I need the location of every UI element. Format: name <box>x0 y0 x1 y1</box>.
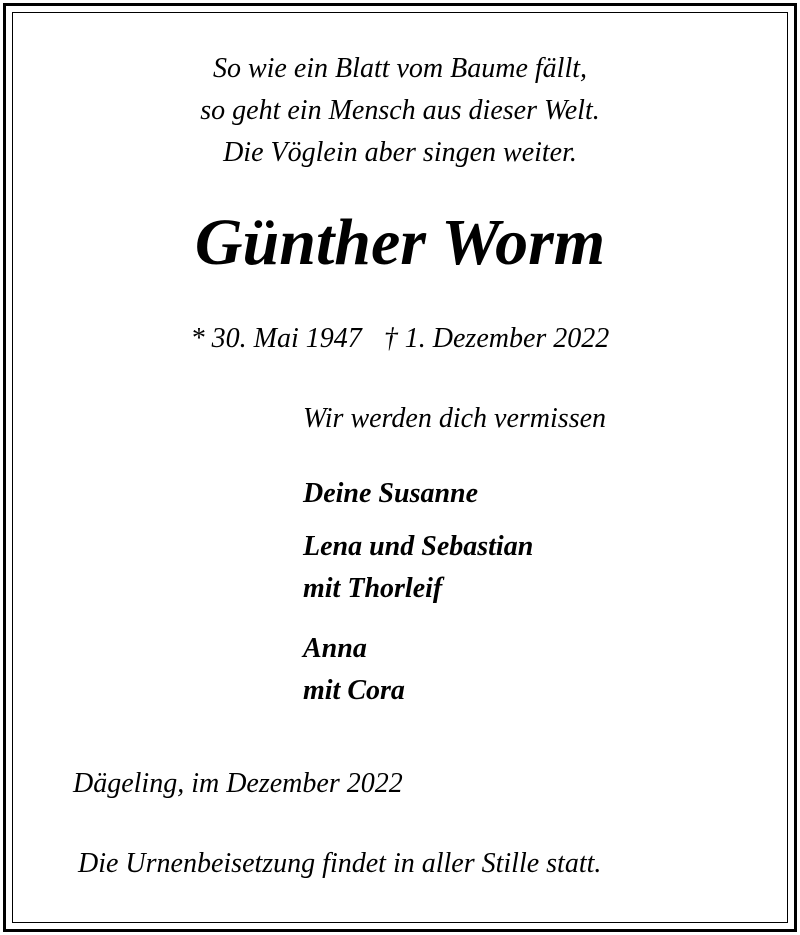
verse-line-2: so geht ein Mensch aus dieser Welt. <box>200 95 600 126</box>
burial-notice: Die Urnenbeisetzung findet in aller Stille statt. <box>78 848 602 879</box>
deceased-name: Günther Worm <box>194 206 606 279</box>
mourner-thorleif: mit Thorleif <box>303 573 443 604</box>
mourner-susanne: Deine Susanne <box>303 478 479 509</box>
life-dates <box>0 325 800 353</box>
birth-date: * 30. Mai 1947 <box>190 323 362 354</box>
death-date: † 1. Dezember 2022 <box>383 323 610 354</box>
mourner-cora: mit Cora <box>303 675 405 706</box>
mourner-lena-sebastian: Lena und Sebastian <box>303 531 534 562</box>
mourner-anna: Anna <box>303 633 367 664</box>
verse-line-1: So wie ein Blatt vom Baume fällt, <box>212 53 588 84</box>
verse-line-3: Die Vöglein aber singen weiter. <box>223 137 577 168</box>
place-and-date: Dägeling, im Dezember 2022 <box>73 768 403 799</box>
farewell-message: Wir werden dich vermissen <box>303 403 607 434</box>
